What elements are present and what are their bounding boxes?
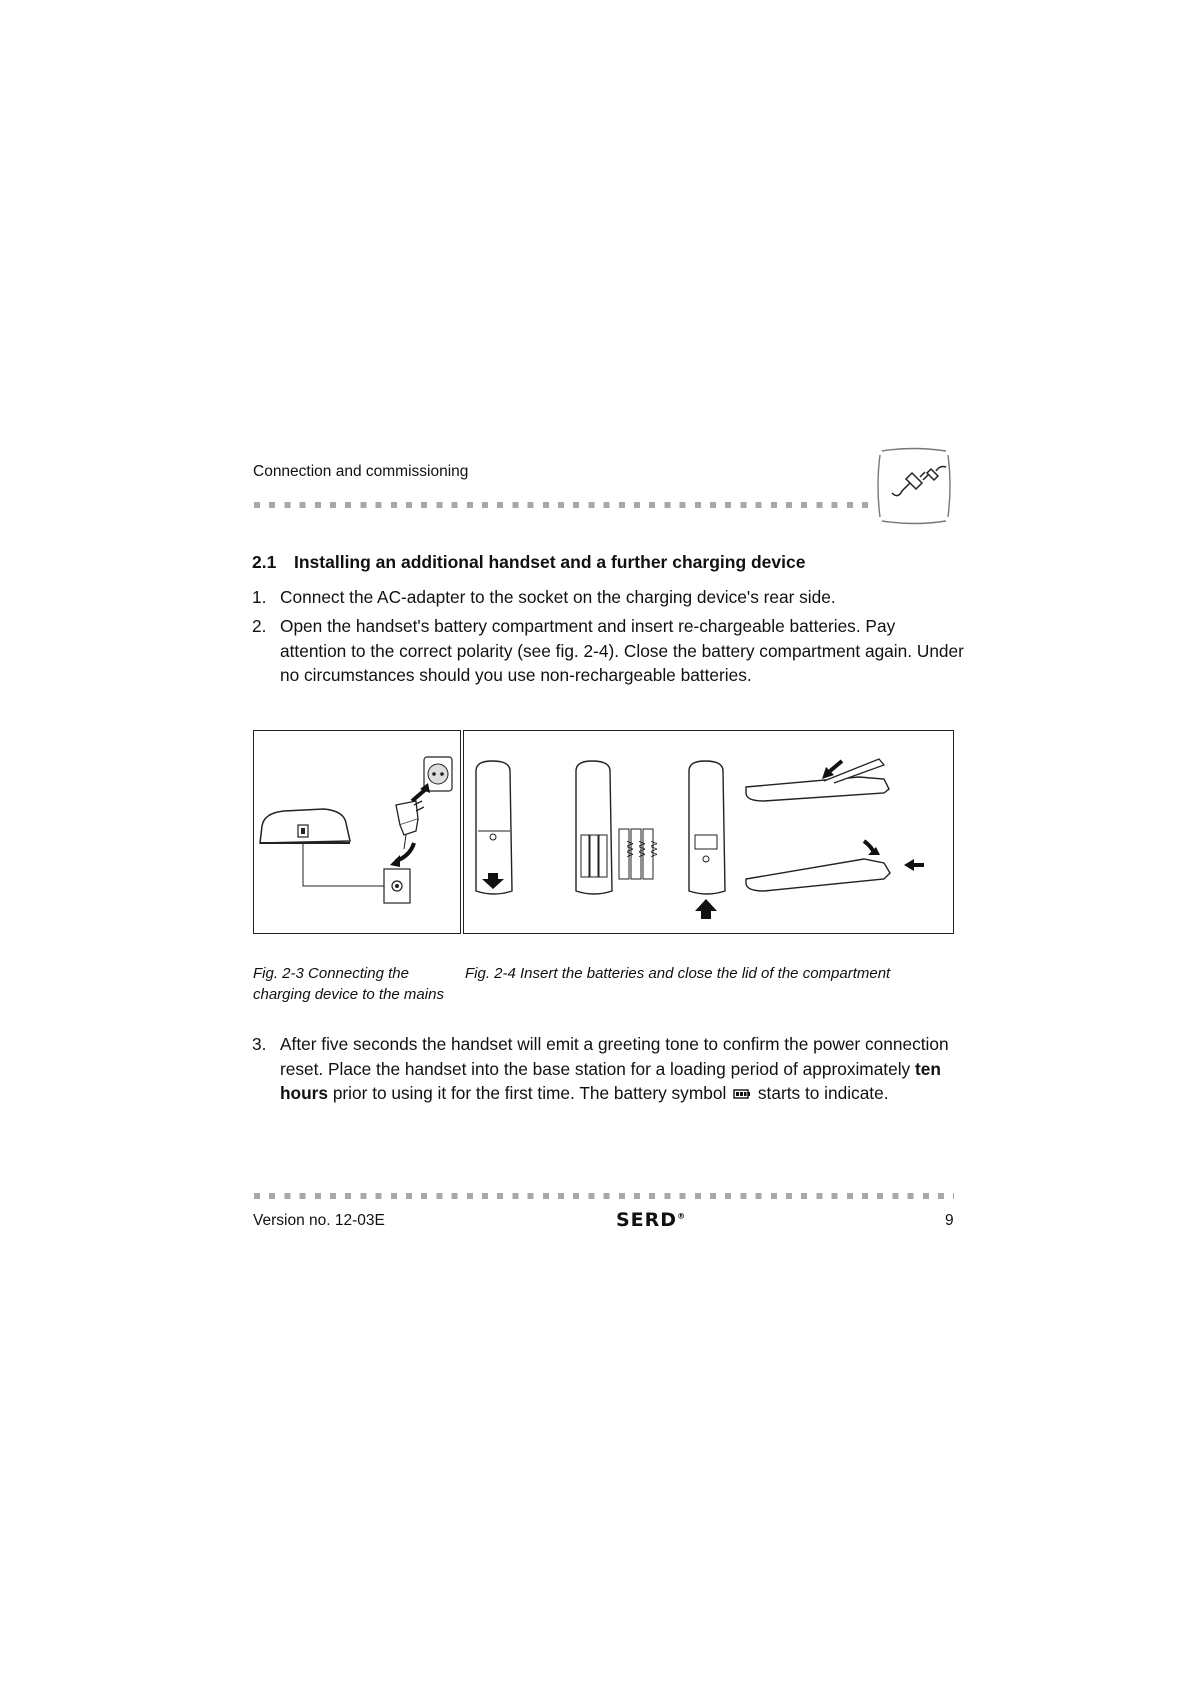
handset-closing-lid xyxy=(689,761,725,919)
emphasis: ten hours xyxy=(280,1058,941,1103)
figure-2-3-caption: Fig. 2-3 Connecting the charging device to the mains xyxy=(253,965,444,1003)
figure-2-4-caption: Fig. 2-4 Insert the batteries and close the lid of the compartment xyxy=(465,965,891,982)
header-divider xyxy=(254,502,874,508)
brand-logo: SERD® xyxy=(616,1209,687,1231)
section-heading xyxy=(252,552,805,573)
handset-open-lid xyxy=(476,761,512,894)
step-text: After five seconds the handset will emit a greeting tone to confirm the power connection reset. Place the handset into the base station for a loading period of approximately ten hours prior to using it for the first time. The battery symbol starts to indicate. xyxy=(280,1034,949,1103)
battery-label: AAA xyxy=(649,841,658,858)
step-text: Connect the AC-adapter to the socket on the charging device's rear side. xyxy=(280,587,836,607)
section-number: 2.1 xyxy=(252,552,277,572)
battery-label: AAA xyxy=(637,841,646,858)
step-number: 3. xyxy=(252,1034,267,1054)
handset-side-open xyxy=(746,759,889,801)
step-2 xyxy=(252,614,964,688)
battery-label: AAA xyxy=(625,841,634,858)
step-3 xyxy=(252,1032,972,1106)
battery-icon xyxy=(733,1089,751,1099)
figure-2-4 xyxy=(463,730,954,934)
handset-battery-compartment xyxy=(576,761,658,894)
step-text: Open the handset's battery compartment and insert re-chargeable batteries. Pay attention to the correct polarity (see fig. 2-4). Close the battery compartment again. Under no circumstances should you use non-rechargeable batteries. xyxy=(280,616,964,685)
chapter-title: Connection and commissioning xyxy=(253,463,469,480)
handset-side-closed xyxy=(746,841,924,891)
step-number: 2. xyxy=(252,616,267,636)
step-1 xyxy=(252,585,964,610)
figure-2-3 xyxy=(253,730,461,934)
step-number: 1. xyxy=(252,587,267,607)
version-number: Version no. 12-03E xyxy=(253,1212,385,1229)
plug-icon xyxy=(876,447,954,525)
footer-divider xyxy=(254,1193,954,1199)
section-title: Installing an additional handset and a further charging device xyxy=(294,552,806,572)
page-number: 9 xyxy=(945,1212,954,1229)
